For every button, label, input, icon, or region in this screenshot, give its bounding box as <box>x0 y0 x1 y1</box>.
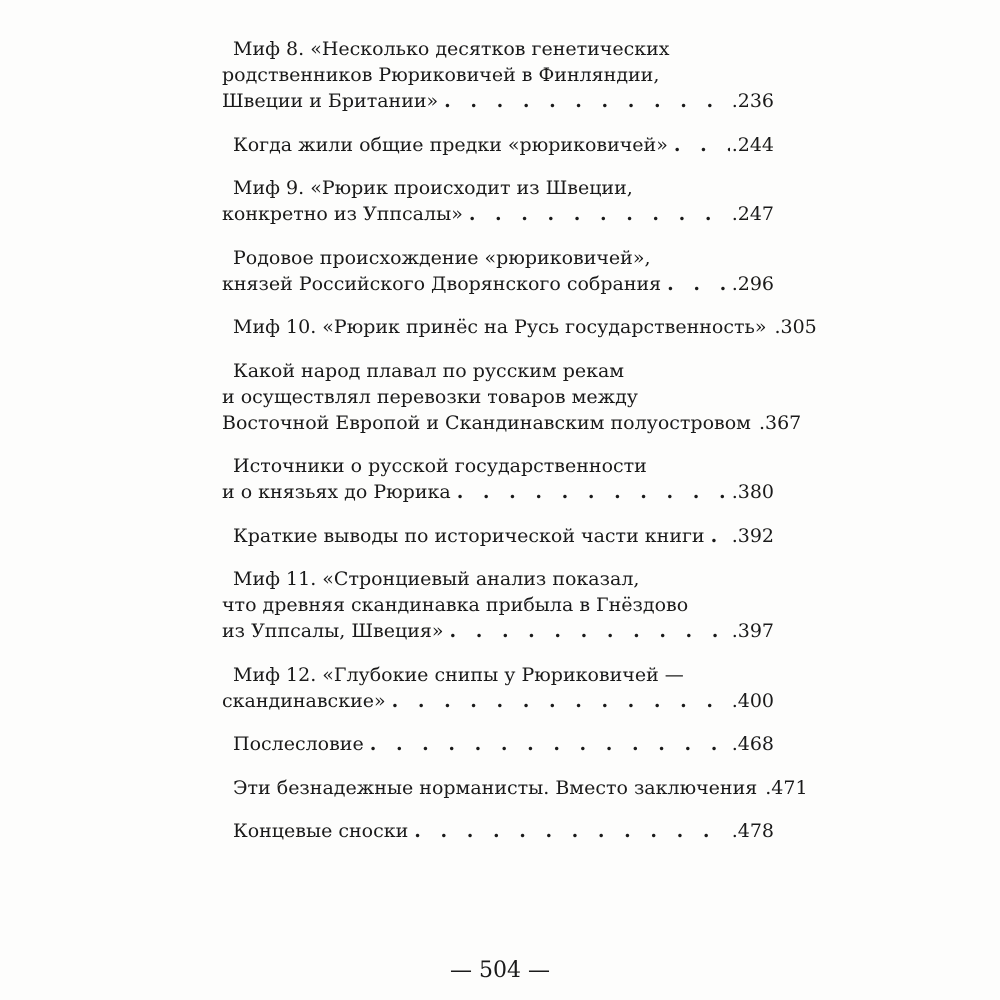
dot-leader <box>469 201 730 227</box>
page-number-footer: — 504 — <box>450 958 550 983</box>
toc-entry[interactable] <box>222 453 774 505</box>
toc-entry-page-number: .478 <box>731 820 774 842</box>
toc-entry-leader-row <box>222 271 774 297</box>
toc-entry-leader-row <box>222 618 774 644</box>
toc-entry[interactable] <box>222 566 774 644</box>
dot-leader <box>457 479 730 505</box>
toc-entry[interactable] <box>222 818 774 844</box>
toc-entry-page-number: .397 <box>731 620 774 642</box>
toc-entry[interactable] <box>222 731 774 757</box>
toc-entry[interactable] <box>222 523 774 549</box>
toc-entry-title-line: Когда жили общие предки «рюриковичей» <box>233 133 668 156</box>
toc-entry-title-line: Краткие выводы по исторической части книги <box>233 524 705 547</box>
toc-entry-leader-row <box>222 88 774 114</box>
toc-entry-page-number: .380 <box>731 481 774 503</box>
toc-entry-title-line: что древняя скандинавка прибыла в Гнёздово <box>222 594 689 616</box>
toc-entry-title-line: из Уппсалы, Швеция» <box>222 620 444 642</box>
toc-entry[interactable] <box>222 775 808 801</box>
dot-leader <box>674 132 730 158</box>
dot-leader <box>449 618 729 644</box>
toc-entry-title-line: Миф 10. «Рюрик принёс на Русь государственность» <box>233 316 767 338</box>
toc-entry-title-line: Источники о русской государственности <box>233 455 647 477</box>
toc-entry-page-number: .236 <box>731 90 774 112</box>
toc-entry-leader-row <box>222 314 817 340</box>
dot-leader <box>667 271 730 297</box>
toc-entry-title-line: Швеции и Британии» <box>222 90 439 112</box>
toc-entry-page-number: .471 <box>765 776 808 799</box>
toc-entry-title-line: скандинавские» <box>222 689 386 712</box>
toc-entry-page-number: .296 <box>731 272 774 295</box>
toc-entry-leader-row <box>222 775 808 801</box>
dot-leader <box>444 88 730 114</box>
toc-entry-leader-row <box>222 523 774 549</box>
toc-entry-title-line: Послесловие <box>233 733 364 755</box>
toc-entry-leader-row <box>222 201 774 227</box>
toc-entry-leader-row <box>222 688 774 714</box>
toc-entry-page-number: .400 <box>731 689 774 712</box>
toc-entry-title-line: и о князьях до Рюрика <box>222 481 451 503</box>
toc-entry-leader-row <box>222 132 774 158</box>
toc-entry-page-number: .305 <box>774 316 817 338</box>
toc-entry-leader-row <box>222 479 774 505</box>
dot-leader <box>414 818 729 844</box>
dot-leader <box>392 688 730 714</box>
toc-entry-page-number: .244 <box>731 133 774 156</box>
toc-entry-page-number: .468 <box>731 733 774 755</box>
toc-entry[interactable] <box>222 245 774 297</box>
toc-entry[interactable] <box>222 358 802 436</box>
toc-entry-title-line: Восточной Европой и Скандинавским полуостровом <box>222 411 751 434</box>
toc-entry[interactable] <box>222 314 817 340</box>
toc-entry-title-line: Концевые сноски <box>233 820 409 842</box>
toc-entry-title-line: Миф 12. «Глубокие снипы у Рюриковичей — <box>233 663 684 686</box>
toc-entry-page-number: .247 <box>731 203 774 225</box>
dot-leader <box>370 731 730 757</box>
toc-entry-leader-row <box>222 731 774 757</box>
toc-entry-leader-row <box>222 410 802 436</box>
toc-entry-title-line: Миф 8. «Несколько десятков генетических <box>233 38 670 60</box>
toc-entry-title-line: родственников Рюриковичей в Финляндии, <box>222 64 660 86</box>
toc-entry-page-number: .367 <box>758 411 802 434</box>
toc-entry[interactable] <box>222 36 774 114</box>
toc-entry[interactable] <box>222 662 774 714</box>
toc-entry-title-line: Родовое происхождение «рюриковичей», <box>233 246 651 269</box>
toc-entry-title-line: конкретно из Уппсалы» <box>222 203 463 225</box>
dot-leader <box>711 523 730 549</box>
toc-entry-title-line: князей Российского Дворянского собрания <box>222 272 662 295</box>
toc-entry-title-line: Миф 11. «Стронциевый анализ показал, <box>233 568 640 590</box>
toc-entry-title-line: и осуществлял перевозки товаров между <box>222 385 638 408</box>
toc-entry-leader-row <box>222 818 774 844</box>
toc-entry-title-line: Эти безнадежные норманисты. Вместо заключения <box>233 776 758 799</box>
toc-entry-title-line: Какой народ плавал по русским рекам <box>233 359 625 382</box>
toc-entry[interactable] <box>222 175 774 227</box>
toc-entry-page-number: .392 <box>731 524 774 547</box>
toc-entry[interactable] <box>222 132 774 158</box>
table-of-contents <box>222 36 817 862</box>
toc-entry-title-line: Миф 9. «Рюрик происходит из Швеции, <box>233 177 633 199</box>
